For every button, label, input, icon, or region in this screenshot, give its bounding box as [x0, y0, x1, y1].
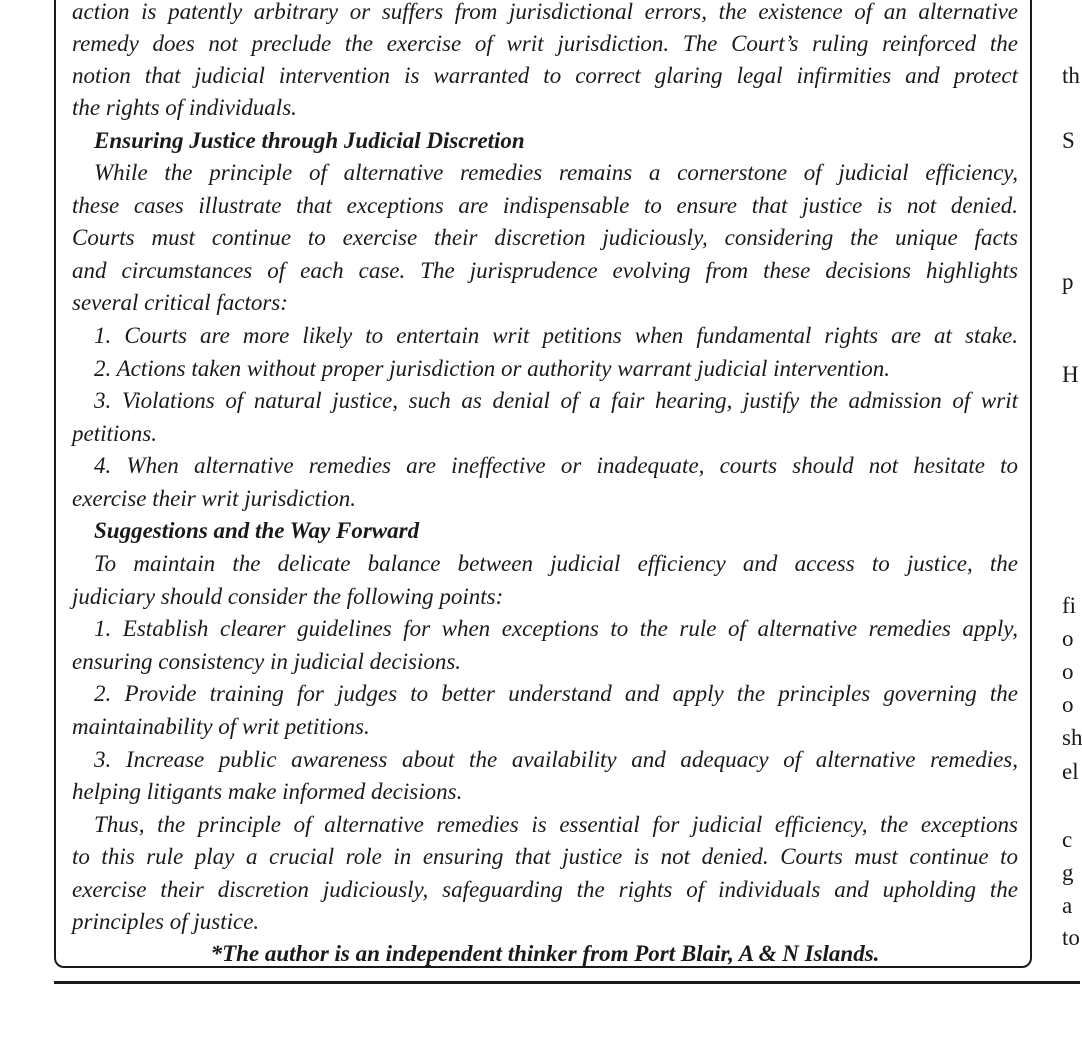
- adjacent-column-fragment: p: [1062, 269, 1074, 294]
- adjacent-column-fragment: th: [1062, 63, 1080, 88]
- list-item: 1. Courts are more likely to entertain writ petitions when fundamental rights are at stake.: [94, 323, 1018, 348]
- list-item-continuation: maintainability of writ petitions.: [72, 714, 370, 739]
- adjacent-column-fragment: el: [1062, 759, 1079, 784]
- list-item-continuation: exercise their writ jurisdiction.: [72, 486, 357, 511]
- paragraph-line: and circumstances of each case. The jurisprudence evolving from these decisions highlights: [72, 258, 1018, 283]
- paragraph-line: notion that judicial intervention is warranted to correct glaring legal infirmities and protect: [72, 63, 1018, 88]
- paragraph-line: these cases illustrate that exceptions are indispensable to ensure that justice is not denied.: [72, 193, 1018, 218]
- list-item: 2. Actions taken without proper jurisdiction or authority warrant judicial intervention.: [94, 356, 891, 381]
- adjacent-column-fragment: c: [1062, 827, 1073, 852]
- adjacent-column-fragment: fi: [1062, 593, 1077, 618]
- paragraph-line: remedy does not preclude the exercise of writ jurisdiction. The Court’s ruling reinforced the: [72, 31, 1018, 56]
- page-rule: [54, 981, 1080, 984]
- list-item: 3. Violations of natural justice, such as denial of a fair hearing, justify the admission of writ: [94, 388, 1018, 413]
- adjacent-column-fragment: sh: [1062, 725, 1082, 750]
- paragraph-line: Thus, the principle of alternative remedies is essential for judicial efficiency, the exceptions: [94, 812, 1018, 837]
- list-item: 2. Provide training for judges to better understand and apply the principles governing the: [94, 681, 1018, 706]
- paragraph-line: to this rule play a crucial role in ensuring that justice is not denied. Courts must continue to: [72, 844, 1018, 869]
- list-item: 3. Increase public awareness about the availability and adequacy of alternative remedies,: [94, 747, 1018, 772]
- paragraph-line: To maintain the delicate balance between judicial efficiency and access to justice, the: [94, 551, 1018, 576]
- list-item: 4. When alternative remedies are ineffective or inadequate, courts should not hesitate to: [94, 453, 1018, 478]
- section-heading: Ensuring Justice through Judicial Discretion: [94, 128, 525, 153]
- list-item-continuation: helping litigants make informed decisions.: [72, 779, 463, 804]
- list-item: 1. Establish clearer guidelines for when exceptions to the rule of alternative remedies apply,: [94, 616, 1018, 641]
- paragraph-line: action is patently arbitrary or suffers from jurisdictional errors, the existence of an alternative: [72, 0, 1018, 24]
- adjacent-column-fragment: H: [1062, 362, 1079, 387]
- paragraph-line: judiciary should consider the following points:: [72, 584, 504, 609]
- adjacent-column-fragment: g: [1062, 860, 1074, 885]
- adjacent-column-fragment: a: [1062, 893, 1073, 918]
- adjacent-column-fragment: o: [1062, 692, 1074, 717]
- paragraph-line: several critical factors:: [72, 290, 288, 315]
- adjacent-column-fragment: o: [1062, 626, 1074, 651]
- paragraph-line: the rights of individuals.: [72, 95, 297, 120]
- author-note: *The author is an independent thinker from Port Blair, A & N Islands.: [210, 941, 880, 966]
- adjacent-column-fragment: to: [1062, 925, 1080, 950]
- list-item-continuation: petitions.: [72, 421, 157, 446]
- adjacent-column-fragment: S: [1062, 128, 1075, 153]
- paragraph-line: exercise their discretion judiciously, safeguarding the rights of individuals and upholding the: [72, 877, 1018, 902]
- section-heading: Suggestions and the Way Forward: [94, 518, 420, 543]
- adjacent-column-fragment: o: [1062, 659, 1074, 684]
- paragraph-line: Courts must continue to exercise their discretion judiciously, considering the unique facts: [72, 225, 1018, 250]
- list-item-continuation: ensuring consistency in judicial decisions.: [72, 649, 462, 674]
- paragraph-line: While the principle of alternative remedies remains a cornerstone of judicial efficiency,: [94, 160, 1018, 185]
- paragraph-line: principles of justice.: [72, 909, 260, 934]
